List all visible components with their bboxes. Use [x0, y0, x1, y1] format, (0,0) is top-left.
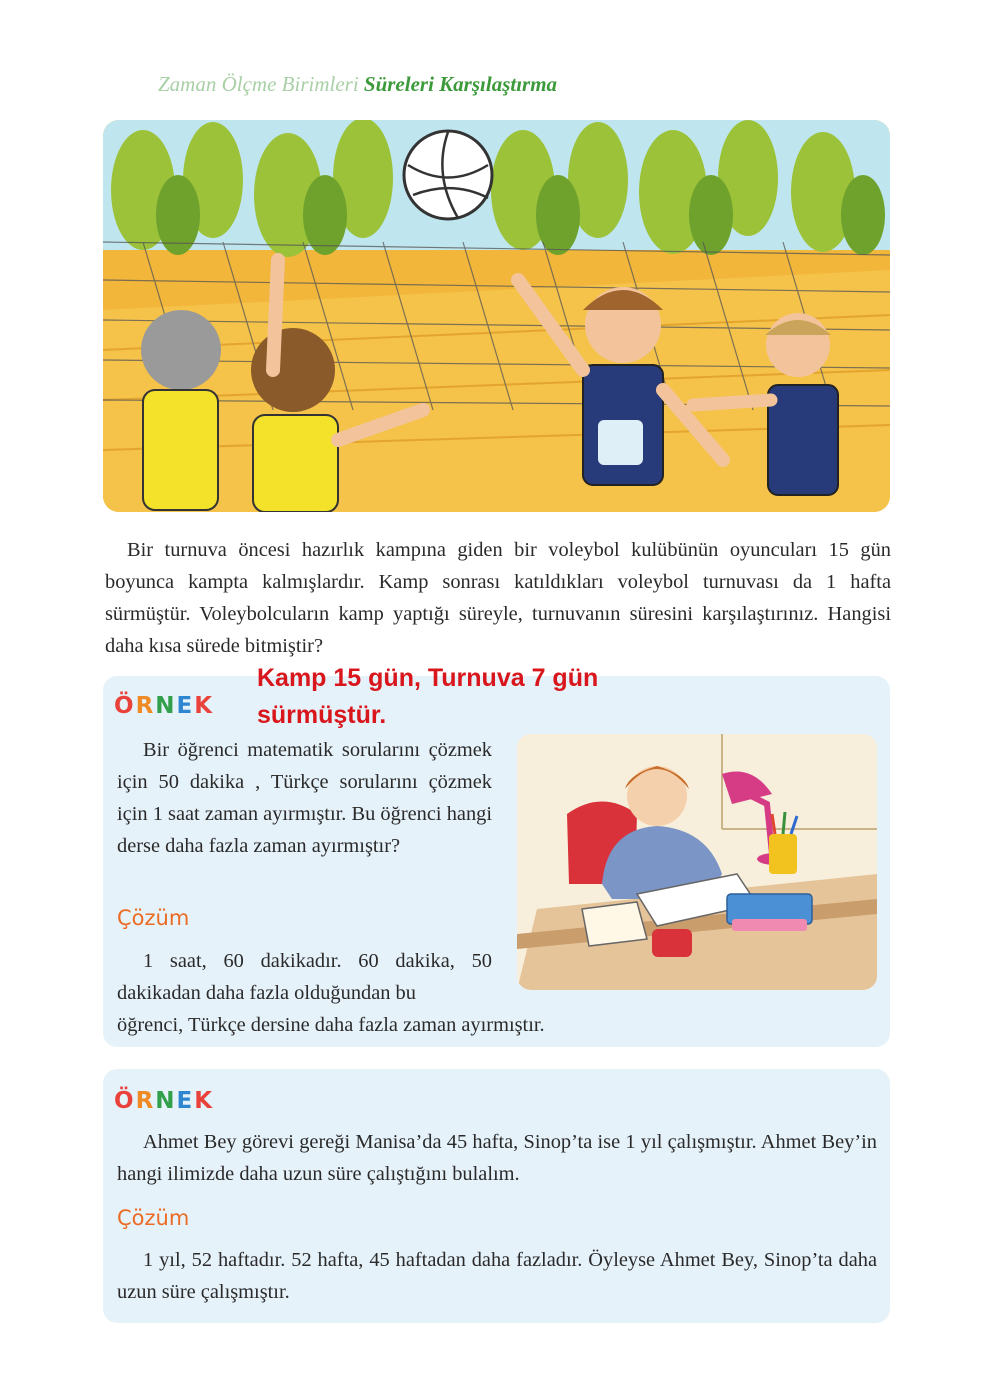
- header-faded-text: Zaman Ölçme Birimleri: [158, 72, 364, 96]
- label-letter: K: [194, 693, 215, 719]
- label-letter: E: [176, 1088, 195, 1114]
- example-1-solution: 1 saat, 60 dakikadır. 60 dakika, 50 dakikadan daha fazla olduğundan bu: [117, 950, 492, 1004]
- intro-text: Bir turnuva öncesi hazırlık kampına giden bir voleybol kulübünün oyuncuları 15 gün boyunca kampta kalmışlardır. Kamp sonrası katıldıkları voleybol turnuvası da 1 hafta sürmüştür. Voleybolcuların kamp yaptığı süreyle, turnuvanın süresini karşılaştırınız. Hangisi daha kısa sürede bitmiştir?: [105, 539, 891, 657]
- example-2-label: [114, 1088, 214, 1114]
- example-2-question: Ahmet Bey görevi gereği Manisa’da 45 hafta, Sinop’ta ise 1 yıl çalışmıştır. Ahmet Bey’in hangi ilimizde daha uzun süre çalıştığını bulalım.: [117, 1131, 877, 1185]
- handwritten-note: Kamp 15 gün, Turnuva 7 gün sürmüştür.: [257, 664, 599, 729]
- example-1-question: Bir öğrenci matematik sorularını çözmek için 50 dakika , Türkçe sorularını çözmek için 1 saat zaman ayırmıştır. Bu öğrenci hangi derse daha fazla zaman ayırmıştır?: [117, 739, 492, 857]
- label-letter: R: [135, 693, 156, 719]
- example-1-solution-label: Çözüm: [117, 906, 190, 930]
- label-letter: E: [176, 693, 195, 719]
- label-letter: R: [135, 1088, 156, 1114]
- example-1-label: [114, 693, 214, 719]
- student-desk-illustration: [517, 734, 877, 990]
- label-letter: Ö: [114, 1088, 136, 1114]
- example-1-solution-continued: öğrenci, Türkçe dersine daha fazla zaman ayırmıştır.: [117, 1014, 545, 1036]
- intro-paragraph: [105, 534, 891, 662]
- example-2-solution-label: Çözüm: [117, 1206, 190, 1230]
- example-2-solution: 1 yıl, 52 haftadır. 52 hafta, 45 haftadan daha fazladır. Öyleyse Ahmet Bey, Sinop’ta daha uzun süre çalışmıştır.: [117, 1249, 877, 1303]
- label-letter: N: [155, 1088, 177, 1114]
- volleyball-illustration: [103, 120, 890, 512]
- label-letter: N: [155, 693, 177, 719]
- label-letter: K: [194, 1088, 215, 1114]
- header-title-text: Süreleri Karşılaştırma: [363, 72, 558, 96]
- label-letter: Ö: [114, 693, 136, 719]
- page-header-title: [158, 72, 557, 97]
